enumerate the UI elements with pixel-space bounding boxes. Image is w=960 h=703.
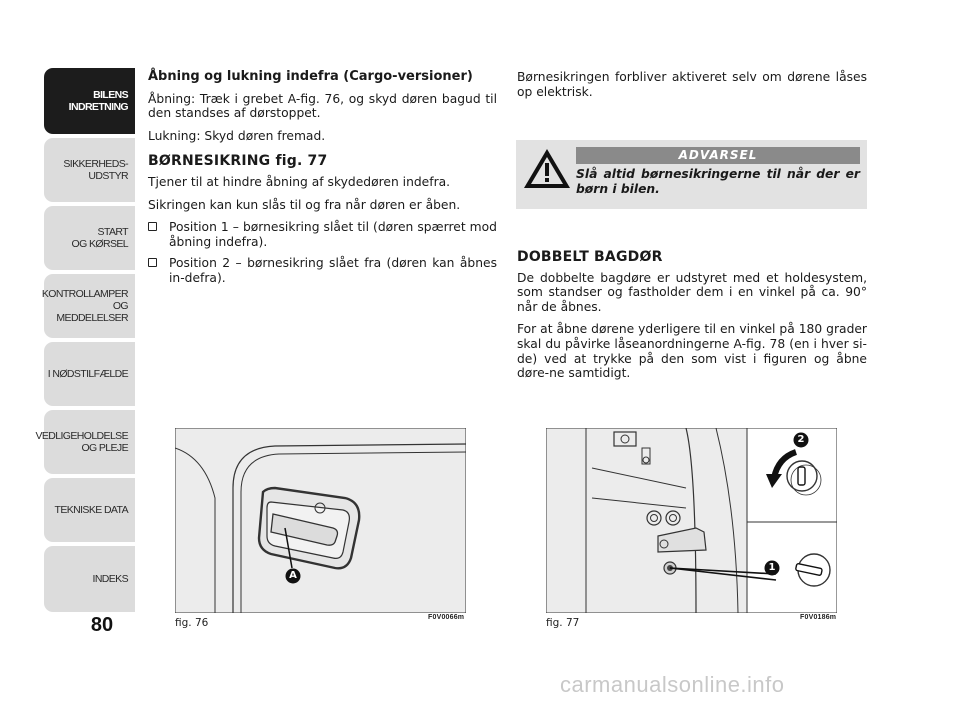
figure-76 [175, 428, 466, 613]
rear-doors-paragraph-1: De dobbelte bagdøre er udstyret med et holdesystem, som standser og fastholder dem i en vinkel på ca. 90° når de åbnes. [517, 270, 867, 314]
tab-start-og-korsel[interactable]: START OG KØRSEL [44, 206, 135, 270]
tab-kontrollamper[interactable]: KONTROLLAMPER OG MEDDELELSER [44, 274, 135, 338]
warning-box [516, 140, 867, 209]
figure-76-label: fig. 76 [175, 617, 209, 629]
tab-vedligeholdelse[interactable]: VEDLIGEHOLDELSE OG PLEJE [44, 410, 135, 474]
left-column [148, 70, 497, 293]
watermark: carmanualsonline.info [560, 672, 785, 697]
position-list [148, 220, 497, 285]
right-column-rear-doors [517, 250, 867, 389]
tab-tekniske-data[interactable]: TEKNISKE DATA [44, 478, 135, 542]
right-column-intro [517, 70, 867, 107]
callout-2-label: 2 [797, 434, 805, 445]
callout-a-label: A [289, 570, 297, 581]
tab-bilens-indretning[interactable]: BILENS INDRETNING [44, 68, 135, 134]
rear-doors-heading: DOBBELT BAGDØR [517, 249, 663, 265]
checkbox-bullet-icon [148, 258, 157, 267]
cargo-heading: Åbning og lukning indefra (Cargo-versioner) [148, 69, 473, 84]
door-handle-illustration [175, 428, 466, 613]
warning-triangle-icon [522, 146, 572, 190]
list-item [148, 220, 497, 249]
tab-sikkerhedsudstyr[interactable]: SIKKERHEDS- UDSTYR [44, 138, 135, 202]
child-lock-intro-2: Sikringen kan kun slås til og fra når døren er åben. [148, 197, 461, 212]
opening-paragraph: Åbning: Træk i grebet A-fig. 76, og skyd døren bagud til den standses af dørstoppet. [148, 91, 497, 121]
child-lock-electric-note: Børnesikringen forbliver aktiveret selv om dørene låses op elektrisk. [517, 70, 867, 99]
figure-77-code: F0V0186m [800, 614, 837, 621]
tab-indeks[interactable]: INDEKS [44, 546, 135, 612]
list-item [148, 256, 497, 285]
child-lock-illustration [546, 428, 837, 613]
page-number: 80 [90, 614, 114, 636]
list-item-text: Position 1 – børnesikring slået til (døren spærret mod åbning indefra). [169, 220, 497, 249]
warning-text: Slå altid børnesikringerne til når der er børn i bilen. [576, 167, 860, 196]
child-lock-intro-1: Tjener til at hindre åbning af skydedøren indefra. [148, 174, 451, 189]
rear-doors-paragraph-2: For at åbne dørene yderligere til en vinkel på 180 grader skal du påvirke låseanordningerne A-fig. 78 (en i hver si-de) ved at trykke på den som vist i figuren og åbne døre-ne samtidigt. [517, 322, 867, 381]
callout-1-label: 1 [768, 562, 776, 573]
figure-77 [546, 428, 837, 613]
checkbox-bullet-icon [148, 222, 157, 231]
tab-i-nodstilfaelde[interactable]: I NØDSTILFÆLDE [44, 342, 135, 406]
figure-77-label: fig. 77 [546, 617, 580, 629]
closing-paragraph: Lukning: Skyd døren fremad. [148, 128, 326, 143]
child-lock-heading: BØRNESIKRING fig. 77 [148, 153, 328, 170]
warning-title: ADVARSEL [576, 147, 860, 164]
list-item-text: Position 2 – børnesikring slået fra (døren kan åbnes in-defra). [169, 256, 497, 285]
figure-76-code: F0V0066m [428, 614, 465, 621]
